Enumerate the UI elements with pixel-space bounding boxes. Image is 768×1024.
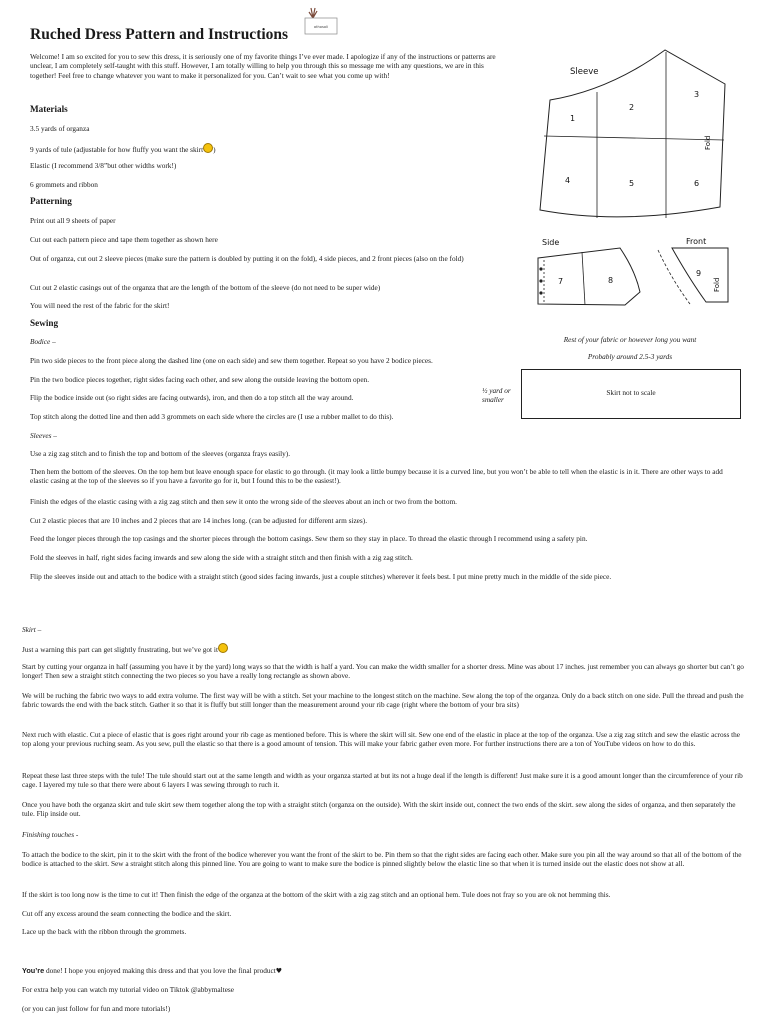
closing-done	[22, 966, 282, 976]
smiley-icon	[203, 143, 216, 154]
logo-icon	[297, 6, 341, 42]
sewing-heading: Sewing	[30, 318, 59, 328]
piece-number: 1	[570, 114, 576, 123]
closing-done-bold: You’re	[22, 966, 45, 975]
patterning-step: Cut out 2 elastic casings out of the organza that are the length of the bottom of the sleeve (do not need to be super wide)	[30, 283, 381, 292]
half-yard-note: ½ yard or smaller	[482, 386, 511, 404]
material-item: Elastic (I recommend 3/8”but other widths work!)	[30, 161, 177, 170]
skirt-caption-2: Probably around 2.5-3 yards	[587, 352, 673, 361]
piece-number: 4	[565, 176, 571, 185]
sleeve-fold-label: Fold	[704, 135, 712, 150]
finishing-step: If the skirt is too long now is the time to cut it! Then finish the edge of the organza at the bottom of the skirt with a zig zag stitch and an optional hem. Tule does not fray so you are ok not hemming this.	[22, 890, 611, 899]
pattern-diagram	[500, 40, 760, 330]
patterning-step: Print out all 9 sheets of paper	[30, 216, 116, 225]
bodice-step: Pin the two bodice pieces together, right sides facing each other, and sew along the outside leaving the bottom open.	[30, 375, 370, 384]
skirt-step: We will be ruching the fabric two ways to add extra volume. The first way will be with a stitch. Set your machine to the longest stitch on the machine. Sew along the top of the organza. Only do a back stitch on one side. Pull the thread and push the fabric towards the end with the back stitch. Gather it so that it is fluffy but still longer than the measurement around your rib cage (right where the bottom of your bra sits)	[22, 691, 744, 710]
material-item-suffix: )	[213, 145, 216, 154]
bodice-step: Flip the bodice inside out (so right sides are facing outwards), iron, and then do a top stitch all the way around.	[30, 393, 354, 402]
skirt-step: Repeat these last three steps with the tule! The tule should start out at the same length and width as your organza started at but its not a huge deal if the length is different! Just make sure it is a good amount longer than the circumference of your rib cage. I layered my tule so that there were about 6 layers I was sewing through to ruch it.	[22, 771, 743, 790]
skirt-box-label: Skirt not to scale	[606, 388, 656, 397]
closing-follow: (or you can just follow for fun and more tutorials!)	[22, 1004, 171, 1013]
sleeves-step: Flip the sleeves inside out and attach to the bodice with a straight stitch (good sides facing inwards, just a couple stitches) wherever it feels best. I put mine pretty much in the middle of the side piece.	[30, 572, 612, 581]
piece-number: 9	[696, 269, 702, 278]
skirt-warning-text: Just a warning this part can get slightly frustrating, but we’ve got it	[22, 645, 218, 654]
sleeves-label: Sleeves –	[30, 431, 57, 440]
sleeves-step: Finish the edges of the elastic casing with a zig zag stitch and then sew it onto the wrong side of the sleeves about an inch or two from the bottom.	[30, 497, 457, 506]
patterning-step: Out of organza, cut out 2 sleeve pieces (make sure the pattern is doubled by putting it on the fold), 4 side pieces, and 2 front pieces (also on the fold)	[30, 254, 464, 263]
finishing-step: Cut off any excess around the seam connecting the bodice and the skirt.	[22, 909, 232, 918]
skirt-warning	[22, 643, 228, 654]
patterning-step: You will need the rest of the fabric for the skirt!	[30, 301, 170, 310]
sleeves-step: Use a zig zag stitch and to finish the top and bottom of the sleeves (organza frays easily).	[30, 449, 291, 458]
side-pattern	[538, 238, 640, 305]
sleeves-step: Then hem the bottom of the sleeves. On the top hem but leave enough space for elastic to go through. (it may look a little bumpy because it is a curved line, but you won’t be able to tell when the elastic is in it. There are other ways to add elastic casing at the top of the sleeves so if you have a favorite go for it, but I found this to be the easiest!).	[30, 467, 723, 486]
skirt-caption-1: Rest of your fabric or however long you want	[563, 335, 697, 344]
smiley-icon	[218, 643, 228, 653]
patterning-heading: Patterning	[30, 196, 72, 206]
piece-number: 5	[629, 179, 635, 188]
front-fold-label: Fold	[713, 277, 721, 292]
sleeve-label: Sleeve	[570, 67, 599, 77]
page-title: Ruched Dress Pattern and Instructions	[30, 26, 289, 43]
finishing-step: To attach the bodice to the skirt, pin it to the skirt with the front of the bodice wherever you want the front of the skirt to be. Pin them so that the right sides are facing each other. Make sure you pin all the way around so that all of the bottom of the bodice is attached to the skirt. Sew a straight stitch along this pinned line. You are going to want to make sure the bodice is pinned slightly below the elastic line so that when it is turned inside out the elastic does not show at all.	[22, 850, 742, 869]
bodice-label: Bodice –	[30, 337, 56, 346]
finishing-label: Finishing touches -	[22, 830, 79, 839]
sleeves-step: Fold the sleeves in half, right sides facing inwards and sew along the side with a straight stitch and then finish with a zig zag stitch.	[30, 553, 413, 562]
front-label: Front	[686, 237, 707, 246]
intro-text: Welcome! I am so excited for you to sew this dress, it is seriously one of my favorite things I’ve ever made. I apologize if any of the instructions or patterns are unclear, I am completely self-taught with this stuff. However, I am totally willing to help you through this so message me with any questions, we are in this together! Feel free to change whatever you want to make it personalized for you. Can’t wait to see what you come up with!	[30, 52, 496, 80]
logo	[297, 6, 341, 42]
piece-number: 2	[629, 103, 635, 112]
closing-done-text: done! I hope you enjoyed making this dress and that you love the final product	[44, 966, 276, 975]
sleeves-step: Feed the longer pieces through the top casings and the shorter pieces through the bottom casings. Sew them so they stay in place. To thread the elastic through I recommend using a safety pin.	[30, 534, 588, 543]
skirt-step: Start by cutting your organza in half (assuming you have it by the yard) long ways so that the width is half a yard. You can make the width smaller for a shorter dress. Mine was about 17 inches. just remember you can always go shorter but can’t go longer! Then sew a straight stitch connecting the two pieces so you have a really long rectangle as shown above.	[22, 662, 744, 681]
skirt-rectangle	[521, 369, 741, 419]
material-item: 6 grommets and ribbon	[30, 180, 98, 189]
logo-text: athosoli	[313, 25, 329, 29]
patterning-step: Cut out each pattern piece and tape them together as shown here	[30, 235, 218, 244]
material-item	[30, 143, 216, 154]
sleeves-step: Cut 2 elastic pieces that are 10 inches and 2 pieces that are 14 inches long. (can be adjusted for different arm sizes).	[30, 516, 368, 525]
heart-icon: ♥	[275, 967, 283, 975]
side-label: Side	[542, 238, 560, 247]
skirt-step: Next ruch with elastic. Cut a piece of elastic that is goes right around your rib cage as mentioned before. This is where the skirt will sit. Sew one end of the elastic in place at the top of the organza. Use a zig zag stitch and sew the elastic across the top along your previous ruching seam. As you sew, pull the elastic so that there is a good amount of tension. This will make your fabric gather even more. For further instructions there are a ton of YouTube videos on how to do this.	[22, 730, 741, 749]
material-item: 3.5 yards of organza	[30, 124, 90, 133]
piece-number: 7	[558, 277, 564, 286]
finishing-step: Lace up the back with the ribbon through the grommets.	[22, 927, 187, 936]
sleeve-pattern	[540, 50, 725, 218]
closing-tiktok: For extra help you can watch my tutorial video on Tiktok @abbymaltese	[22, 985, 235, 994]
skirt-step: Once you have both the organza skirt and tule skirt sew them together along the top with a straight stitch (organza on the outside). With the skirt inside out, connect the two ends of the skirt. sew along the sides of organza, and then separately the tule. Flip inside out.	[22, 800, 736, 819]
material-item-text: 9 yards of tule (adjustable for how fluffy you want the skirt	[30, 145, 204, 154]
piece-number: 6	[694, 179, 700, 188]
bodice-step: Top stitch along the dotted line and then add 3 grommets on each side where the circles are (I use a rubber mallet to do this).	[30, 412, 394, 421]
materials-heading: Materials	[30, 104, 68, 114]
skirt-label: Skirt –	[22, 625, 42, 634]
piece-number: 8	[608, 276, 614, 285]
front-pattern	[658, 237, 728, 304]
bodice-step: Pin two side pieces to the front piece along the dashed line (one on each side) and sew them together. Repeat so you have 2 bodice pieces.	[30, 356, 433, 365]
piece-number: 3	[694, 90, 700, 99]
